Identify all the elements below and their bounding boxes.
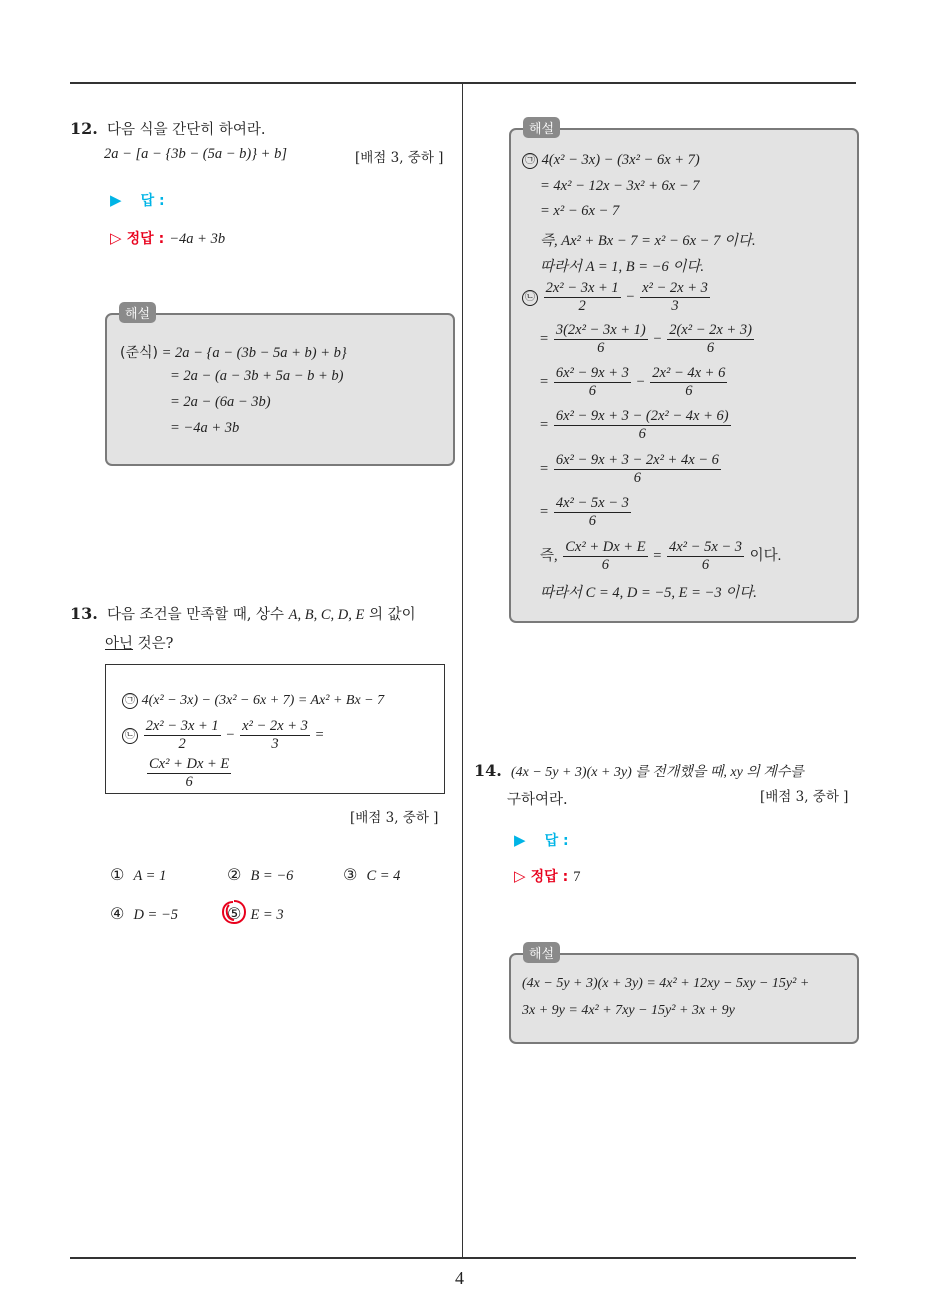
column-divider xyxy=(462,84,463,1258)
solution-line: (4x − 5y + 3)(x + 3y) = 4x² + 12xy − 5xy − 15y² + xyxy=(522,976,810,991)
solution-box-12 xyxy=(105,313,455,466)
correct-answer-row xyxy=(514,866,581,886)
solution-line: = x² − 6x − 7 xyxy=(540,203,620,219)
solution-line: = 2a − (6a − 3b) xyxy=(170,394,271,410)
solution-line: = −4a + 3b xyxy=(170,420,240,436)
fraction: $\frac{\text{x² − 2x + 3}}{3}$ xyxy=(642,280,708,314)
solution-line: = $\frac{\text{6x² − 9x + 3 − 2x² + 4x − 6}}{6}$ xyxy=(540,452,719,486)
emphasis-underline: 아닌 xyxy=(105,636,134,652)
correct-answer-row xyxy=(110,228,225,248)
solution-line: = $\frac{\text{6x² − 9x + 3 − (2x² − 4x + 6)}}{6}$ xyxy=(540,408,729,442)
solution-tag: 해설 xyxy=(119,302,156,323)
solution-line: = $\frac{\text{3(2x² − 3x + 1)}}{6}$ − $\frac{\text{2(x² − 2x + 3)}}{6}$ xyxy=(540,322,752,356)
answer-circle-mark xyxy=(219,897,249,927)
fraction: $\frac{\text{6x² − 9x + 3 − (2x² − 4x + 6)}}{6}$ xyxy=(555,408,729,442)
hollow-arrow-icon: ▷ xyxy=(514,867,526,885)
points-label: [배점 3, 중하 ] xyxy=(350,810,439,826)
choice-3[interactable]: ③ C = 4 xyxy=(343,865,401,884)
fraction: $\frac{\text{Cx² + Dx + E}}{6}$ xyxy=(565,539,646,573)
fraction: $\frac{\text{4x² − 5x − 3}}{6}$ xyxy=(555,495,629,529)
answer-label: 답 : xyxy=(544,833,569,849)
choice-4[interactable]: ④ D = −5 xyxy=(110,904,178,923)
solution-line: = 2a − (a − 3b + 5a − b + b) xyxy=(170,368,344,384)
solution-line: ㉠ 4(x² − 3x) − (3x² − 6x + 7) xyxy=(522,152,700,169)
question-expression: 2a − [a − {3b − (5a − b)} + b] xyxy=(104,146,287,162)
solution-line: = $\frac{\text{4x² − 5x − 3}}{6}$ xyxy=(540,495,629,529)
correct-value: 7 xyxy=(573,869,581,885)
fraction: $\frac{\text{3(2x² − 3x + 1)}}{6}$ xyxy=(555,322,646,356)
points-label: [배점 3, 중하 ] xyxy=(355,150,444,166)
condition-1: ㉠ 4(x² − 3x) − (3x² − 6x + 7) = Ax² + Bx − 7 xyxy=(122,692,384,709)
fraction: $\frac{\text{6x² − 9x + 3 − 2x² + 4x − 6}}{6}$ xyxy=(555,452,719,486)
fraction: $\frac{\text{Cx² + Dx + E}}{6}$ xyxy=(149,756,230,790)
top-rule xyxy=(70,82,856,84)
choice-5[interactable]: ⑤ E = 3 xyxy=(227,904,284,923)
solution-box-14 xyxy=(509,953,859,1044)
solution-line: 따라서 C = 4, D = −5, E = −3 이다. xyxy=(540,585,757,601)
answer-row xyxy=(110,190,165,210)
page-number: 4 xyxy=(455,1268,464,1288)
condition-2-result xyxy=(145,756,233,791)
fraction: $\frac{\text{x² − 2x + 3}}{3}$ xyxy=(242,718,308,752)
solution-tag: 해설 xyxy=(523,117,560,138)
answer-row xyxy=(514,830,569,850)
bottom-rule xyxy=(70,1257,856,1259)
question-number: 12. xyxy=(70,119,98,138)
correct-value: −4a + 3b xyxy=(169,231,226,247)
choice-2[interactable]: ② B = −6 xyxy=(227,865,294,884)
correct-label: 정답 : xyxy=(126,231,165,247)
choice-1[interactable]: ① A = 1 xyxy=(110,865,167,884)
solution-tag: 해설 xyxy=(523,942,560,963)
question-prompt: 다음 식을 간단히 하여라. xyxy=(106,122,266,138)
question-14: 14. (4x − 5y + 3)(x + 3y) 를 전개했을 때, xy 의 계수를 구하여라. xyxy=(474,761,804,808)
fraction: $\frac{\text{2(x² − 2x + 3)}}{6}$ xyxy=(669,322,752,356)
play-arrow-icon: ▶ xyxy=(110,191,122,209)
points-label: [배점 3, 중하 ] xyxy=(760,789,849,805)
answer-label: 답 : xyxy=(140,193,165,209)
fraction: $\frac{\text{6x² − 9x + 3}}{6}$ xyxy=(555,365,629,399)
fraction: $\frac{\text{4x² − 5x − 3}}{6}$ xyxy=(669,539,743,573)
hollow-arrow-icon: ▷ xyxy=(110,229,122,247)
solution-line: = 4x² − 12x − 3x² + 6x − 7 xyxy=(540,178,700,194)
correct-label: 정답 : xyxy=(530,869,569,885)
fraction: $\frac{\text{2x² − 3x + 1}}{2}$ xyxy=(145,718,219,752)
solution-line: (준식) = 2a − {a − (3b − 5a + b) + b} xyxy=(120,345,347,361)
play-arrow-icon: ▶ xyxy=(514,831,526,849)
solution-line: 따라서 A = 1, B = −6 이다. xyxy=(540,259,704,275)
solution-line: 즉, $\frac{\text{Cx² + Dx + E}}{6}$ = $\frac{\text{4x² − 5x − 3}}{6}$ 이다. xyxy=(540,539,782,573)
solution-line: 3x + 9y = 4x² + 7xy − 15y² + 3x + 9y xyxy=(522,1003,735,1018)
question-13: 13. 다음 조건을 만족할 때, 상수 A, B, C, D, E 의 값이 아닌 것은? xyxy=(70,604,416,652)
condition-2: ㉡ $\frac{\text{2x² − 3x + 1}}{2}$ − $\frac{\text{x² − 2x + 3}}{3}$ = xyxy=(122,718,324,753)
fraction: $\frac{\text{2x² − 4x + 6}}{6}$ xyxy=(652,365,726,399)
solution-line: ㉡ $\frac{\text{2x² − 3x + 1}}{2}$ − $\frac{\text{x² − 2x + 3}}{3}$ xyxy=(522,280,712,315)
fraction: $\frac{\text{2x² − 3x + 1}}{2}$ xyxy=(545,280,619,314)
question-12 xyxy=(70,118,455,139)
solution-line: = $\frac{\text{6x² − 9x + 3}}{6}$ − $\frac{\text{2x² − 4x + 6}}{6}$ xyxy=(540,365,726,399)
solution-line: 즉, Ax² + Bx − 7 = x² − 6x − 7 이다. xyxy=(540,233,756,249)
